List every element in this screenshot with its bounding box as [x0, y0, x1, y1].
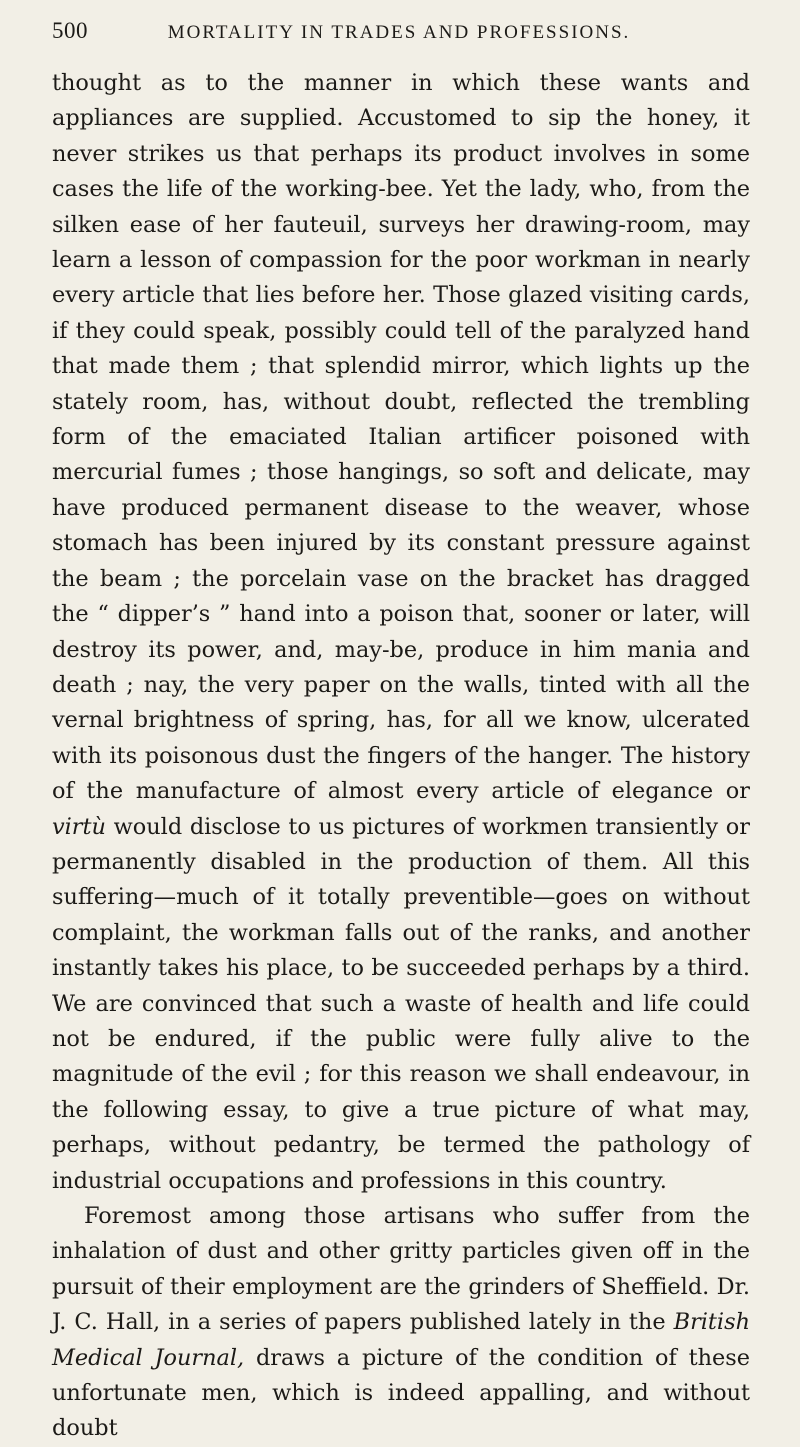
page-number: 500 — [52, 18, 88, 43]
paragraph-2 — [52, 1199, 750, 1447]
body-text — [52, 66, 750, 1447]
paragraph-2-italic-journal: British Medical Journal, — [52, 1309, 750, 1371]
paragraph-1 — [52, 66, 750, 1199]
paragraph-1-italic-virtu: virtù — [52, 813, 106, 840]
paragraph-1-text-1: thought as to the manner in which these wants and appliances are supplied. Accustomed to sip the honey, it never strikes us that perhaps its product involves in some cases the life of the working-bee. Yet the lady, who, from the silken ease of her fauteuil, surveys her drawing-room, may learn a lesson of compassion for the poor workman in nearly every article that lies before her. Those glazed visiting cards, if they could speak, possibly could tell of the paralyzed hand that made them ; that splendid mirror, which lights up the stately room, has, without doubt, reflected the trembling form of the emaciated Italian artificer poisoned with mercurial fumes ; those hangings, so soft and delicate, may have produced permanent disease to the weaver, whose stomach has been injured by its constant pressure against the beam ; the porcelain vase on the bracket has dragged the “ dipper’s ” hand into a poison that, sooner or later, will destroy its power, and, may-be, produce in him mania and death ; nay, the very paper on the walls, tinted with all the vernal brightness of spring, has, for all we know, ulcerated with its poisonous dust the fingers of the hanger. The history of the manufacture of almost every article of elegance or — [52, 70, 750, 805]
running-head-title: MORTALITY IN TRADES AND PROFESSIONS. — [167, 22, 631, 43]
paragraph-2-text-1: Foremost among those artisans who suffer from the inhalation of dust and other gritty particles given off in the pursuit of their employment are the grinders of Sheffield. Dr. J. C. Hall, in a series of papers published lately in the — [52, 1203, 750, 1336]
paragraph-2-text-2: draws a picture of the condition of these unfortunate men, which is indeed appalling, and without doubt — [52, 1344, 750, 1442]
running-head — [52, 18, 750, 58]
paragraph-1-text-2: would disclose to us pictures of workmen transiently or permanently disabled in the production of them. All this suffering—much of it totally preventible—goes on without complaint, the workman falls out of the ranks, and another instantly takes his place, to be succeeded perhaps by a third. We are convinced that such a waste of health and life could not be endured, if the public were fully alive to the magnitude of the evil ; for this reason we shall endeavour, in the following essay, to give a true picture of what may, perhaps, without pedantry, be termed the pathology of industrial occupations and professions in this country. — [52, 813, 750, 1194]
